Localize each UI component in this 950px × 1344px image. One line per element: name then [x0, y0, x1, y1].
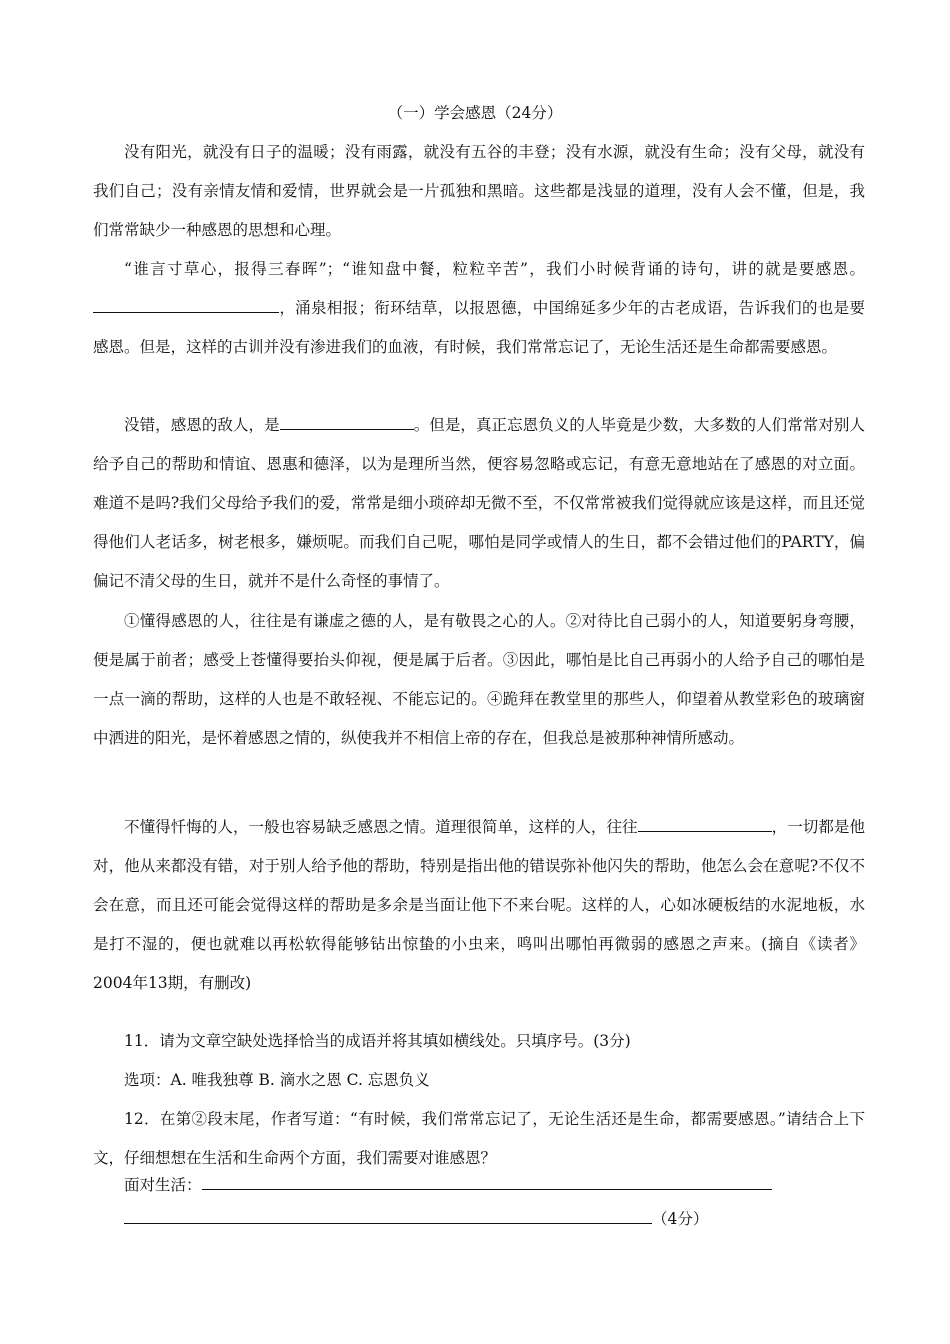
- paragraph-4: ①懂得感恩的人，往往是有谦虚之德的人，是有敬畏之心的人。②对待比自己弱小的人，知道要躬身弯腰，便是属于前者；感受上苍懂得要抬头仰视，便是属于后者。③因此，哪怕是比自己再弱小的人给予自己的哪怕是一点一滴的帮助，这样的人也是不敢轻视、不能忘记的。④跪拜在教堂里的那些人，仰望着从教堂彩色的玻璃窗中洒进的阳光，是怀着感恩之情的，纵使我并不相信上帝的存在，但我总是被那种神情所感动。: [93, 612, 865, 747]
- paragraph-2: [93, 250, 865, 367]
- answer-blank-2[interactable]: [124, 1207, 652, 1224]
- question-11-options: 选项：A. 唯我独尊 B. 滴水之恩 C. 忘恩负义: [124, 1071, 430, 1089]
- answer-line-2: [124, 1200, 708, 1239]
- paragraph-3: [93, 406, 865, 601]
- question-11: 11．请为文章空缺处选择恰当的成语并将其填如横线处。只填序号。(3分): [124, 1032, 631, 1050]
- paragraph-5-text-a: 不懂得忏悔的人，一般也容易缺乏感恩之情。道理很简单，这样的人，往往: [124, 818, 638, 836]
- answer-label: 面对生活：: [124, 1176, 202, 1194]
- paragraph-3-text-a: 没错，感恩的敌人，是: [124, 416, 280, 434]
- paragraph-5: [93, 808, 865, 1003]
- fill-blank-1[interactable]: [93, 296, 279, 313]
- paragraph-2-text-b: ，涌泉相报；衔环结草，以报恩德，中国绵延多少年的古老成语，告诉我们的也是要感恩。但是，这样的古训并没有渗进我们的血液，有时候，我们常常忘记了，无论生活还是生命都需要感恩。: [93, 299, 865, 356]
- paragraph-1: 没有阳光，就没有日子的温暖；没有雨露，就没有五谷的丰登；没有水源，就没有生命；没有父母，就没有我们自己；没有亲情友情和爱情，世界就会是一片孤独和黑暗。这些都是浅显的道理，没有人会不懂，但是，我们常常缺少一种感恩的思想和心理。: [93, 143, 865, 239]
- fill-blank-2[interactable]: [280, 413, 414, 430]
- paragraph-2-text-a: “谁言寸草心，报得三春晖”；“谁知盘中餐，粒粒辛苦”，我们小时候背诵的诗句，讲的就是要感恩。: [124, 260, 865, 278]
- paragraph-3-text-b: 。但是，真正忘恩负义的人毕竟是少数，大多数的人们常常对别人给予自己的帮助和情谊、恩惠和德泽，以为是理所当然，便容易忽略或忘记，有意无意地站在了感恩的对立面。难道不是吗?我们父母给予我们的爱，常常是细小琐碎却无微不至，不仅常常被我们觉得就应该是这样，而且还觉得他们人老话多，树老根多，嫌烦呢。而我们自己呢，哪怕是同学或情人的生日，都不会错过他们的PARTY，偏偏记不清父母的生日，就并不是什么奇怪的事情了。: [93, 416, 865, 590]
- fill-blank-3[interactable]: [638, 815, 772, 832]
- section-title: （一）学会感恩（24分）: [387, 104, 563, 122]
- paragraph-5-text-b: ，一切都是他对，他从来都没有错，对于别人给予他的帮助，特别是指出他的错误弥补他闪失的帮助，他怎么会在意呢?不仅不会在意，而且还可能会觉得这样的帮助是多余是当面让他下不来台呢。这样的人，心如冰硬板结的水泥地板，水是打不湿的，便也就难以再松软得能够钻出惊蛰的小虫来，鸣叫出哪怕再微弱的感恩之声来。(摘自《读者》2004年13期，有删改): [93, 818, 865, 992]
- score-label: （4分）: [652, 1210, 709, 1228]
- answer-blank-1[interactable]: [202, 1173, 772, 1190]
- question-12: 12．在第②段末尾，作者写道：“有时候，我们常常忘记了，无论生活还是生命，都需要感恩。”请结合上下文，仔细想想在生活和生命两个方面，我们需要对谁感恩？: [93, 1110, 865, 1167]
